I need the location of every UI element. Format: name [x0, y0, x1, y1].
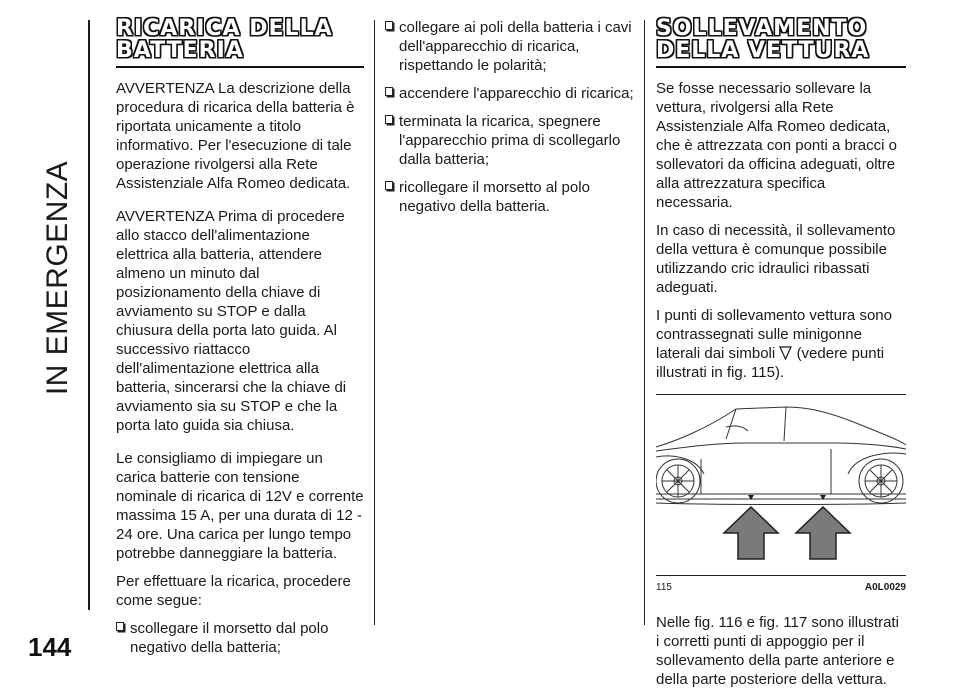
list-item [385, 18, 635, 75]
checkbox-icon [385, 21, 393, 30]
figure-115 [656, 394, 906, 597]
list-item [385, 178, 635, 216]
column-steps [385, 18, 635, 225]
step-list [385, 18, 635, 216]
heading-line: SOLLEVAMENTO [656, 16, 868, 41]
paragraph [656, 306, 906, 382]
list-item [116, 619, 364, 657]
section-heading-battery [116, 18, 364, 68]
paragraph: Le consigliamo di impiegare un carica batterie con tensione nominale di ricarica di 12V e corrente massima 15 A, per una durata di 12 - 24 ore. Una carica per lungo tempo potrebbe danneggiare la batteria. [116, 450, 364, 562]
paragraph: In caso di necessità, il sollevamento della vettura è comunque possibile utilizzando cric idraulici ribassati adeguati. [656, 222, 896, 296]
heading-line: DELLA VETTURA [656, 38, 870, 63]
lifting-point-symbol-icon [779, 346, 792, 360]
arrow-up-icon-front [724, 507, 778, 559]
checkbox-icon [385, 181, 393, 190]
paragraph: Se fosse necessario sollevare la vettura, rivolgersi alla Rete Assistenziale Alfa Romeo dedicata, che è attrezzata con ponti a bracci o sollevatori da officina adeguati, oltre alla attrezzatura specifica necessaria. [656, 80, 897, 211]
checkbox-icon [385, 115, 393, 124]
step-list [116, 619, 364, 657]
figure-number: 115 [656, 582, 672, 593]
side-divider [88, 20, 90, 610]
arrow-up-icon-rear [796, 507, 850, 559]
column-battery-charging [116, 18, 364, 666]
paragraph: Per effettuare la ricarica, procedere come segue: [116, 573, 351, 609]
list-item-text: ricollegare il morsetto al polo negativo della batteria. [399, 179, 590, 215]
section-label: IN EMERGENZA [41, 160, 74, 395]
warning-paragraph: AVVERTENZA Prima di procedere allo stacco dell'alimentazione elettrica alla batteria, attendere almeno un minuto dal posizionamento della chiave di avviamento su STOP e dalla chiusura della porta lato guida. Al successivo riattacco dell'alimentazione elettrica alla batteria, sincerarsi che la chiave di avviamento sia su STOP e che la porta lato guida sia chiusa. [116, 208, 347, 434]
figure-top-rule [656, 394, 906, 395]
column-divider [644, 20, 645, 625]
page-number: 144 [28, 632, 72, 662]
paragraph-text: (vedere punti illustrati in fig. 115). [656, 345, 885, 381]
warning-paragraph: AVVERTENZA La descrizione della procedura di ricarica della batteria è riportata unicamente a titolo informativo. Per l'esecuzione di tale operazione rivolgersi alla Rete Assistenziale Alfa Romeo dedicata. [116, 80, 355, 192]
paragraph-text: I punti di sollevamento vettura sono contrassegnati sulle minigonne laterali dai simboli [656, 307, 892, 362]
column-divider [374, 20, 375, 625]
wheel-front [656, 459, 700, 503]
section-heading-lifting [656, 18, 906, 68]
checkbox-icon [116, 622, 124, 631]
list-item [385, 112, 635, 169]
checkbox-icon [385, 87, 393, 96]
list-item [385, 84, 635, 103]
side-tab [38, 20, 78, 535]
heading-line: BATTERIA [116, 38, 244, 63]
figure-bottom-rule [656, 575, 906, 576]
paragraph: Nelle fig. 116 e fig. 117 sono illustrati i corretti punti di appoggio per il sollevamento della parte anteriore e della parte posteriore della vettura. [656, 614, 899, 688]
wheel-rear [859, 459, 903, 503]
figure-caption [656, 578, 906, 597]
list-item-text: terminata la ricarica, spegnere l'apparecchio prima di scollegarlo dalla batteria; [399, 113, 621, 168]
figure-code: A0L0029 [864, 582, 906, 593]
list-item-text: collegare ai poli della batteria i cavi dell'apparecchio di ricarica, rispettando le polarità; [399, 19, 632, 74]
list-item-text: scollegare il morsetto dal polo negativo della batteria; [130, 620, 329, 656]
heading-line: RICARICA DELLA [116, 16, 333, 41]
column-vehicle-lifting [656, 18, 906, 698]
list-item-text: accendere l'apparecchio di ricarica; [399, 85, 634, 102]
car-lifting-points-illustration [656, 399, 906, 571]
